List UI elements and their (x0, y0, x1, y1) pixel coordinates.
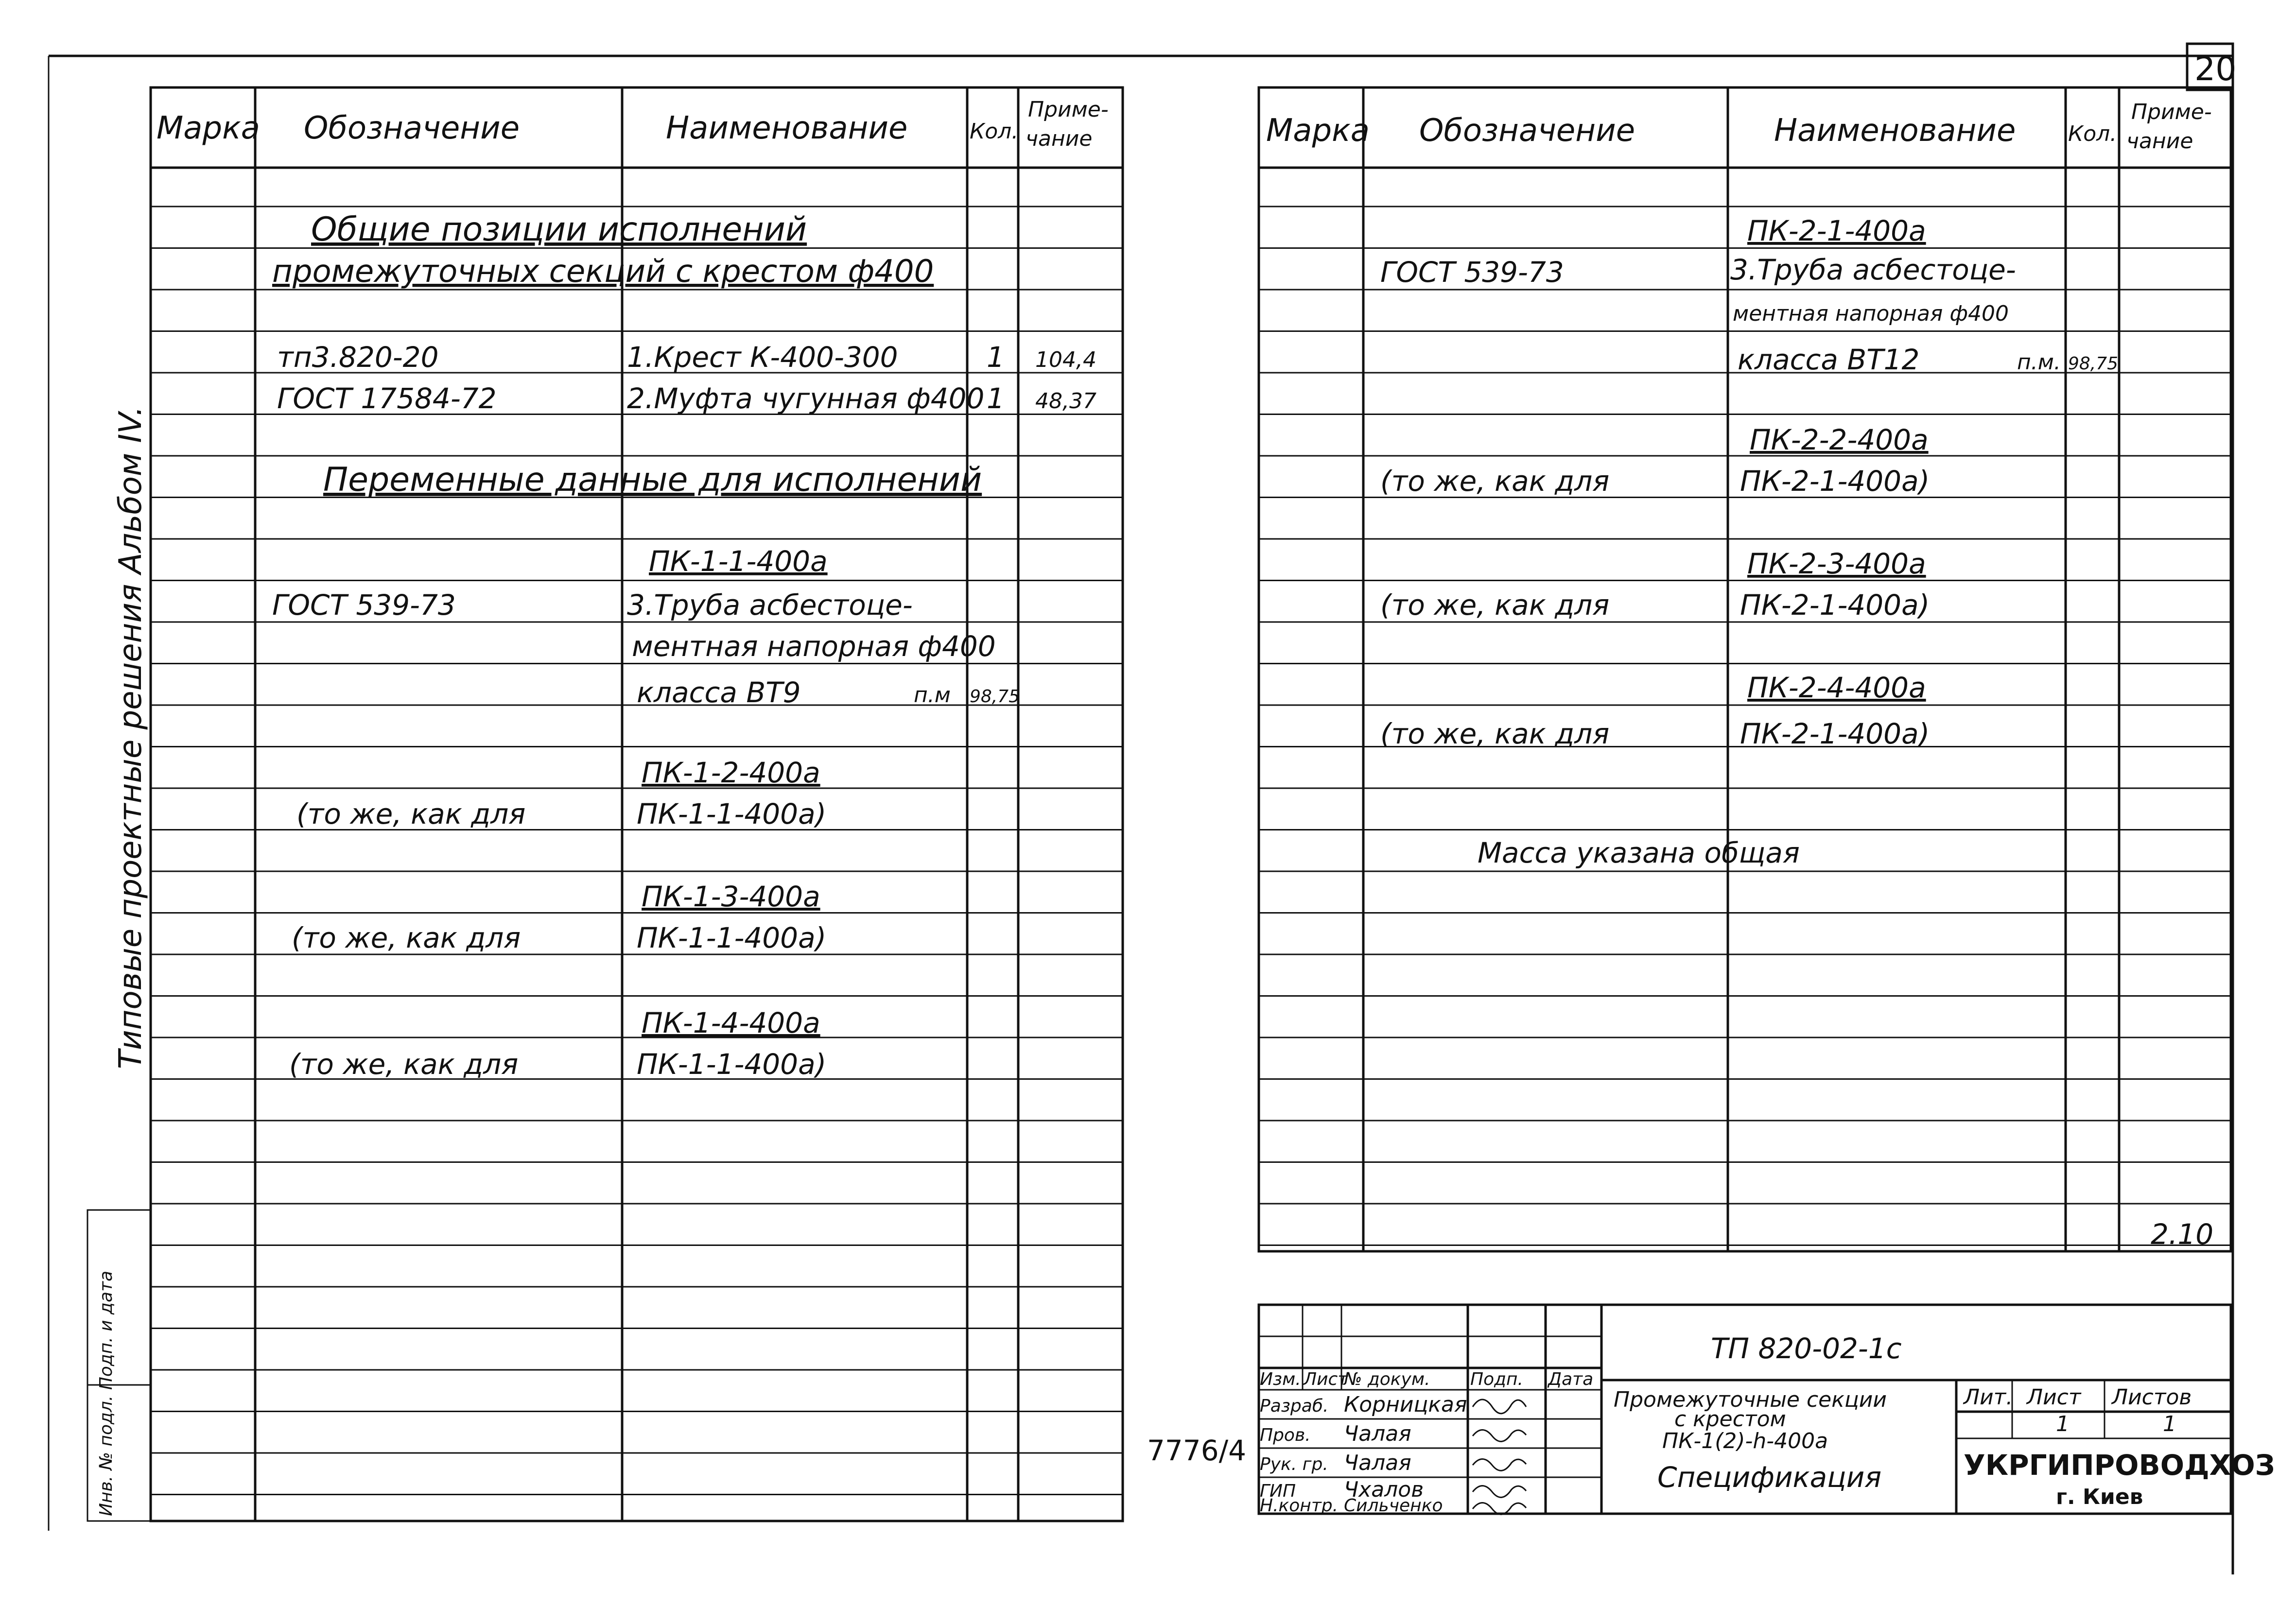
right-header-marka: Марка (1266, 113, 1370, 149)
staff-4-name: Чхалов (1344, 1477, 1424, 1502)
staff-4-role: ГИП (1260, 1481, 1296, 1501)
row-1-prim: 104,4 (1035, 347, 1096, 372)
org-city: г. Киев (2056, 1485, 2143, 1509)
title-line-4: Спецификация (1657, 1461, 1882, 1494)
left-header-oboznachenie: Обозначение (304, 110, 520, 146)
pk-2-1-code: ПК-2-1-400а (1747, 214, 1926, 247)
variant-3-ref: ПК-1-1-400а) (637, 1048, 827, 1081)
row-1-kol: 1 (987, 341, 1005, 374)
title-line-1: Промежуточные секции (1614, 1387, 1887, 1412)
right-header-prim-1: Приме- (2131, 100, 2212, 124)
left-header-marka: Марка (157, 110, 260, 146)
variable-title: Переменные данные для исполнений (323, 461, 982, 499)
right-variant-1-code: ПК-2-2-400а (1750, 423, 1929, 456)
left-header-prim-2: чание (1026, 126, 1093, 151)
row-2-prim: 48,37 (1035, 389, 1096, 414)
org-name: УКРГИПРОВОДХОЗ (1964, 1449, 2275, 1482)
staff-2-role: Пров. (1260, 1425, 1311, 1445)
left-pipe-unit: п.м (914, 683, 951, 708)
staff-1-role: Разраб. (1260, 1396, 1329, 1416)
row-1-oboz: тп3.820-20 (277, 341, 439, 374)
left-pipe-gost: ГОСТ 539-73 (272, 588, 456, 622)
corner-mark: 2.10 (2151, 1218, 2214, 1251)
staff-5-name: Сильченко (1344, 1496, 1443, 1516)
staff-1-name: Корницкая (1344, 1392, 1467, 1417)
left-header-naimenovanie: Наименование (666, 110, 908, 146)
pk-1-1-code: ПК-1-1-400а (649, 545, 828, 578)
right-variant-3-ref: ПК-2-1-400а) (1740, 717, 1930, 750)
mass-note: Масса указана общая (1478, 836, 1800, 869)
right-pipe-line2: ментная напорная ф400 (1733, 301, 2009, 326)
staff-5-role: Н.контр. (1260, 1496, 1339, 1516)
right-pipe-unit: п.м. (2017, 350, 2061, 375)
row-2-oboz: ГОСТ 17584-72 (277, 382, 497, 415)
staff-3-name: Чалая (1344, 1451, 1411, 1475)
left-header-kol: Кол. (970, 119, 1019, 144)
right-variant-3-same: (то же, как для (1380, 717, 1610, 750)
right-variant-2-ref: ПК-2-1-400а) (1740, 588, 1930, 622)
staff-2-name: Чалая (1344, 1421, 1411, 1446)
archive-number: 7776/4 (1147, 1434, 1247, 1467)
col-data: Дата (1548, 1369, 1594, 1389)
list-label: Лист (2027, 1385, 2081, 1410)
col-list: Лист (1304, 1369, 1348, 1389)
variant-3-same: (то же, как для (289, 1048, 519, 1081)
variant-1-code: ПК-1-2-400а (642, 756, 820, 789)
right-pipe-gost: ГОСТ 539-73 (1380, 256, 1564, 289)
lists-label: Листов (2112, 1385, 2192, 1410)
list-value: 1 (2056, 1412, 2070, 1436)
right-variant-3-code: ПК-2-4-400а (1747, 671, 1926, 704)
variant-2-code: ПК-1-3-400а (642, 880, 820, 913)
col-izm: Изм. (1260, 1369, 1301, 1389)
variant-3-code: ПК-1-4-400а (642, 1006, 820, 1039)
right-variant-1-same: (то же, как для (1380, 465, 1610, 498)
row-2-kol: 1 (987, 382, 1005, 415)
right-variant-1-ref: ПК-2-1-400а) (1740, 465, 1930, 498)
variant-2-same: (то же, как для (292, 921, 521, 954)
lists-value: 1 (2163, 1412, 2176, 1436)
row-2-name: 2.Муфта чугунная ф400 (627, 382, 985, 415)
right-header-prim-2: чание (2126, 129, 2193, 154)
right-variant-2-code: ПК-2-3-400а (1747, 547, 1926, 580)
left-pipe-line1: 3.Труба асбестоце- (627, 588, 913, 622)
variant-1-ref: ПК-1-1-400а) (637, 797, 827, 830)
right-header-kol: Кол. (2068, 121, 2117, 146)
section-title-1: Общие позиции исполнений (311, 210, 807, 249)
row-1-name: 1.Крест К-400-300 (627, 341, 898, 374)
side-stamp-label: Инв. № подл. Подп. и дата (96, 1270, 116, 1516)
right-header-naimenovanie: Наименование (1774, 113, 2016, 149)
right-pipe-line3: класса ВТ12 (1738, 343, 1920, 376)
right-pipe-line1: 3.Труба асбестоце- (1730, 253, 2016, 286)
lit-label: Лит. (1964, 1385, 2013, 1410)
right-variant-2-same: (то же, как для (1380, 588, 1610, 622)
left-pipe-line2: ментная напорная ф400 (632, 630, 996, 663)
doc-code: ТП 820-02-1с (1711, 1332, 1902, 1365)
variant-1-same: (то же, как для (296, 797, 526, 830)
section-title-2: промежуточных секций с крестом ф400 (272, 254, 934, 290)
album-side-label: Типовые проектные решения Альбом IV. (113, 406, 149, 1069)
sheet-number: 20 (2194, 50, 2237, 88)
left-pipe-prim: 98,75 (970, 687, 1020, 707)
signature-marks (1473, 1400, 1526, 1514)
title-line-2: с крестом (1674, 1407, 1786, 1432)
title-line-3: ПК-1(2)-h-400а (1662, 1429, 1828, 1453)
left-header-prim-1: Приме- (1028, 97, 1109, 122)
col-doc: № докум. (1344, 1369, 1430, 1389)
right-header-oboznachenie: Обозначение (1419, 113, 1635, 149)
variant-2-ref: ПК-1-1-400а) (637, 921, 827, 954)
col-podp: Подп. (1470, 1369, 1523, 1389)
staff-3-role: Рук. гр. (1260, 1454, 1328, 1474)
left-pipe-line3: класса ВТ9 (637, 676, 801, 709)
right-pipe-prim: 98,75 (2068, 354, 2119, 374)
